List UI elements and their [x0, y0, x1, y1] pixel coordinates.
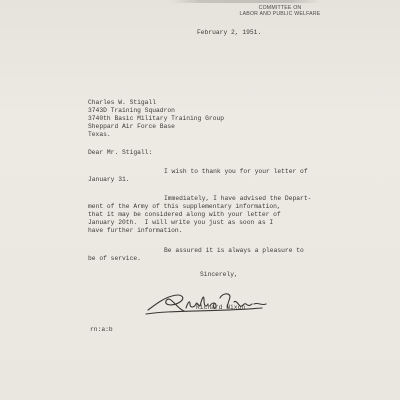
letterhead-committee-name: LABOR AND PUBLIC WELFARE — [239, 11, 321, 17]
recipient-name: Charles W. Stigall — [88, 99, 157, 106]
body-line: January 31. — [88, 176, 130, 183]
body-line: be of service. — [88, 255, 141, 262]
handwritten-signature — [142, 284, 292, 318]
body-line: that it may be considered along with your letter of — [88, 211, 281, 218]
recipient-line: Texas. — [88, 131, 111, 138]
letterhead-committee: COMMITTEE ON — [258, 5, 302, 11]
signer-name: Richard Nixon — [196, 304, 246, 311]
closing: Sincerely, — [200, 271, 238, 278]
body-line: January 20th. I will write you just as soon as I — [88, 219, 274, 226]
recipient-line: 3740th Basic Military Training Group — [88, 115, 225, 122]
letterhead-top-line — [170, 0, 320, 4]
body-line: have further information. — [88, 227, 183, 234]
body-line: Be assured it is always a pleasure to — [164, 247, 304, 254]
salutation: Dear Mr. Stigall: — [88, 149, 153, 156]
letter-date: February 2, 1951. — [197, 29, 262, 36]
body-line: I wish to thank you for your letter of — [164, 168, 308, 175]
reference-initials: rn:a:b — [90, 326, 113, 333]
recipient-line: 3743D Training Squadron — [88, 107, 175, 114]
body-line: Immediately, I have advised the Depart- — [164, 195, 312, 202]
recipient-line: Sheppard Air Force Base — [88, 123, 175, 130]
body-line: ment of the Army of this supplementary information, — [88, 203, 281, 210]
